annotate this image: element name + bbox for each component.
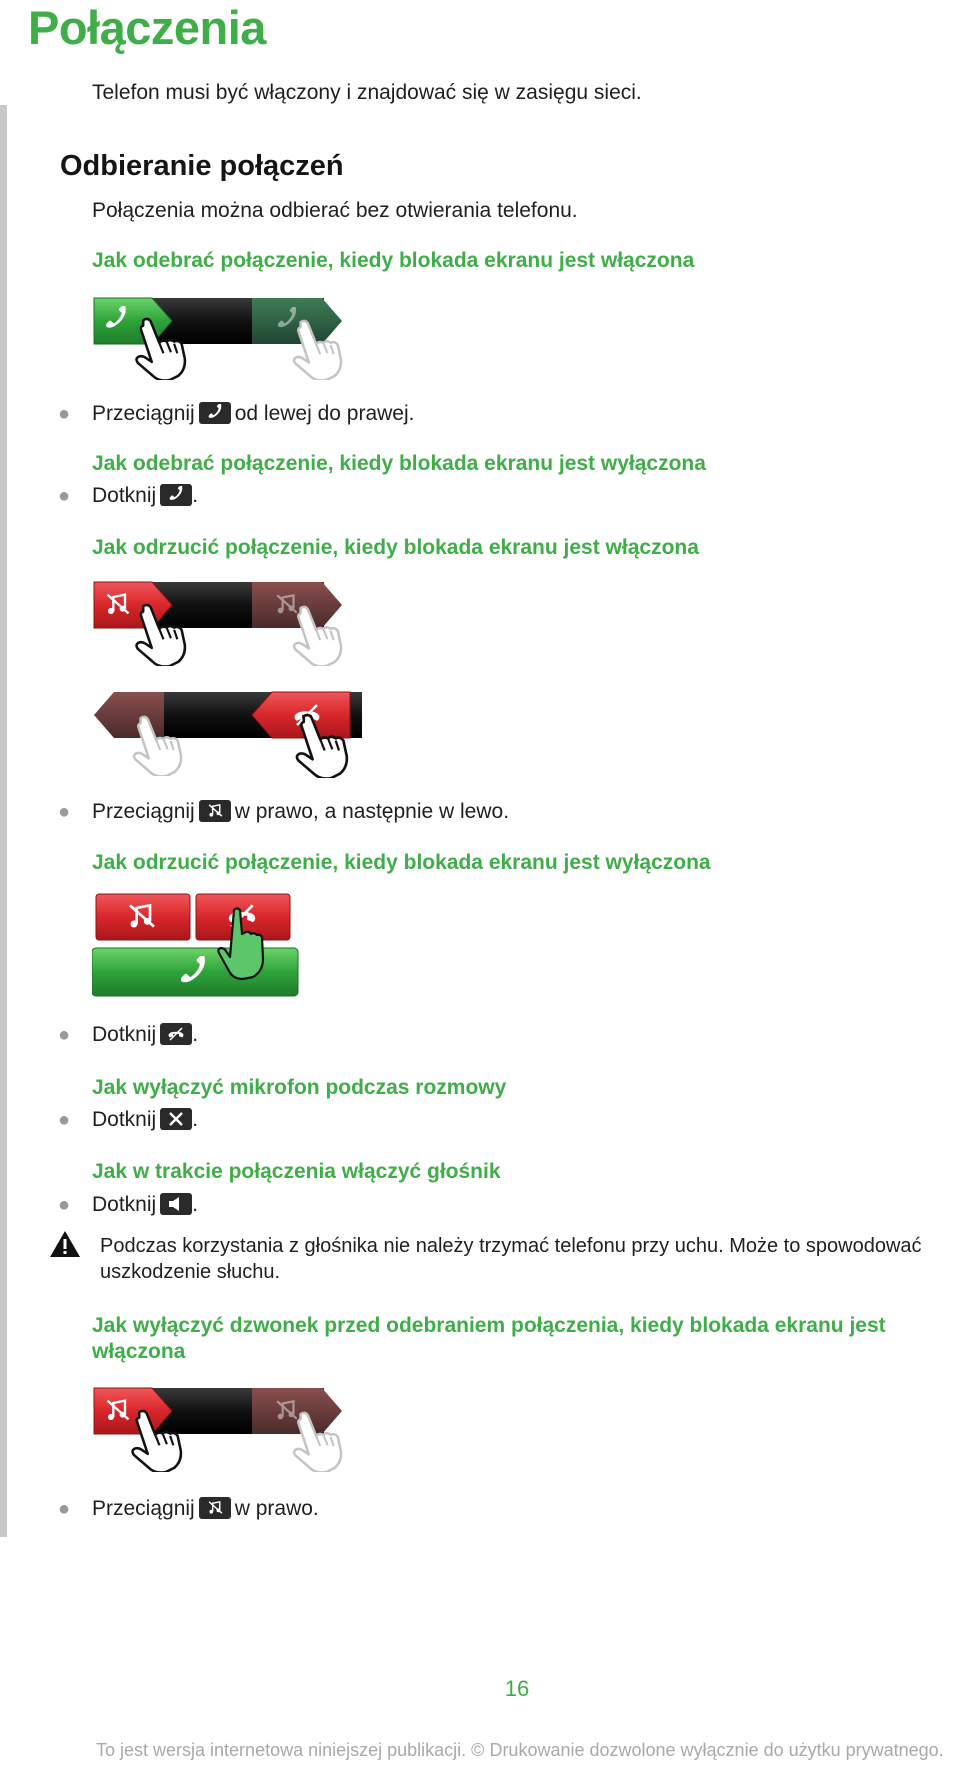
howto-mute-heading: Jak wyłączyć mikrofon podczas rozmowy <box>92 1076 507 1099</box>
instruction-verb: Przeciągnij <box>92 800 195 823</box>
instruction-verb: Dotknij <box>92 1193 157 1216</box>
footer-notice: To jest wersja internetowa niniejszej publikacji. © Drukowanie dozwolone wyłącznie do użytku prywatnego. <box>96 1740 944 1760</box>
reject-phone-icon <box>160 1023 192 1045</box>
instruction-rest: . <box>192 484 199 507</box>
instruction-verb: Dotknij <box>92 484 157 507</box>
mute-mic-icon <box>160 1108 192 1130</box>
sidebar-rule <box>0 105 7 1537</box>
instruction-verb: Dotknij <box>92 1108 157 1131</box>
warning-icon <box>48 1229 82 1259</box>
speaker-icon <box>160 1193 192 1215</box>
bullet: ● <box>58 403 71 425</box>
howto-silence-heading-line1: Jak wyłączyć dzwonek przed odebraniem połączenia, kiedy blokada ekranu jest <box>92 1314 886 1337</box>
reject-slider-right-illustration <box>92 578 362 670</box>
page-number: 16 <box>504 1676 530 1701</box>
instruction-rest: w prawo, a następnie w lewo. <box>234 800 510 823</box>
instruction-verb: Przeciągnij <box>92 402 195 425</box>
silence-note-icon <box>199 800 231 822</box>
instruction-rest: od lewej do prawej. <box>234 402 415 425</box>
instruction-rest: . <box>192 1193 199 1216</box>
reject-slider-left-illustration <box>92 686 362 782</box>
bullet: ● <box>58 1109 71 1131</box>
howto-answer-locked-heading: Jak odebrać połączenie, kiedy blokada ekranu jest włączona <box>92 249 695 272</box>
reject-unlocked-instruction <box>92 1023 198 1047</box>
howto-reject-unlocked-heading: Jak odrzucić połączenie, kiedy blokada ekranu jest wyłączona <box>92 851 711 874</box>
reject-buttons-illustration <box>92 890 302 1002</box>
answer-slider-illustration <box>92 290 362 382</box>
warning-text: Podczas korzystania z głośnika nie należy trzymać telefonu przy uchu. Może to spowodować uszkodzenie słuchu. <box>100 1235 922 1283</box>
silence-slider-illustration <box>92 1384 362 1476</box>
bullet: ● <box>58 1194 71 1216</box>
instruction-rest: w prawo. <box>234 1497 319 1520</box>
howto-answer-unlocked-heading: Jak odebrać połączenie, kiedy blokada ekranu jest wyłączona <box>92 452 706 475</box>
reject-locked-instruction <box>92 800 509 824</box>
section-heading: Odbieranie połączeń <box>60 150 344 182</box>
silence-instruction <box>92 1497 319 1521</box>
instruction-verb: Przeciągnij <box>92 1497 195 1520</box>
mute-instruction <box>92 1108 198 1132</box>
howto-speaker-heading: Jak w trakcie połączenia włączyć głośnik <box>92 1160 501 1183</box>
bullet: ● <box>58 801 71 823</box>
instruction-rest: . <box>192 1108 199 1131</box>
howto-reject-locked-heading: Jak odrzucić połączenie, kiedy blokada ekranu jest włączona <box>92 536 699 559</box>
bullet: ● <box>58 485 71 507</box>
howto-silence-heading-line2: włączona <box>92 1340 186 1363</box>
instruction-rest: . <box>192 1023 199 1046</box>
page-title: Połączenia <box>28 1 266 54</box>
answer-phone-icon <box>160 484 192 506</box>
silence-note-icon <box>199 1497 231 1519</box>
speaker-instruction <box>92 1193 198 1217</box>
answer-phone-icon <box>199 402 231 424</box>
intro-text: Telefon musi być włączony i znajdować się w zasięgu sieci. <box>92 81 642 104</box>
answer-locked-instruction <box>92 402 415 426</box>
bullet: ● <box>58 1498 71 1520</box>
section-intro: Połączenia można odbierać bez otwierania telefonu. <box>92 199 578 222</box>
instruction-verb: Dotknij <box>92 1023 157 1046</box>
bullet: ● <box>58 1024 71 1046</box>
answer-unlocked-instruction <box>92 484 198 508</box>
